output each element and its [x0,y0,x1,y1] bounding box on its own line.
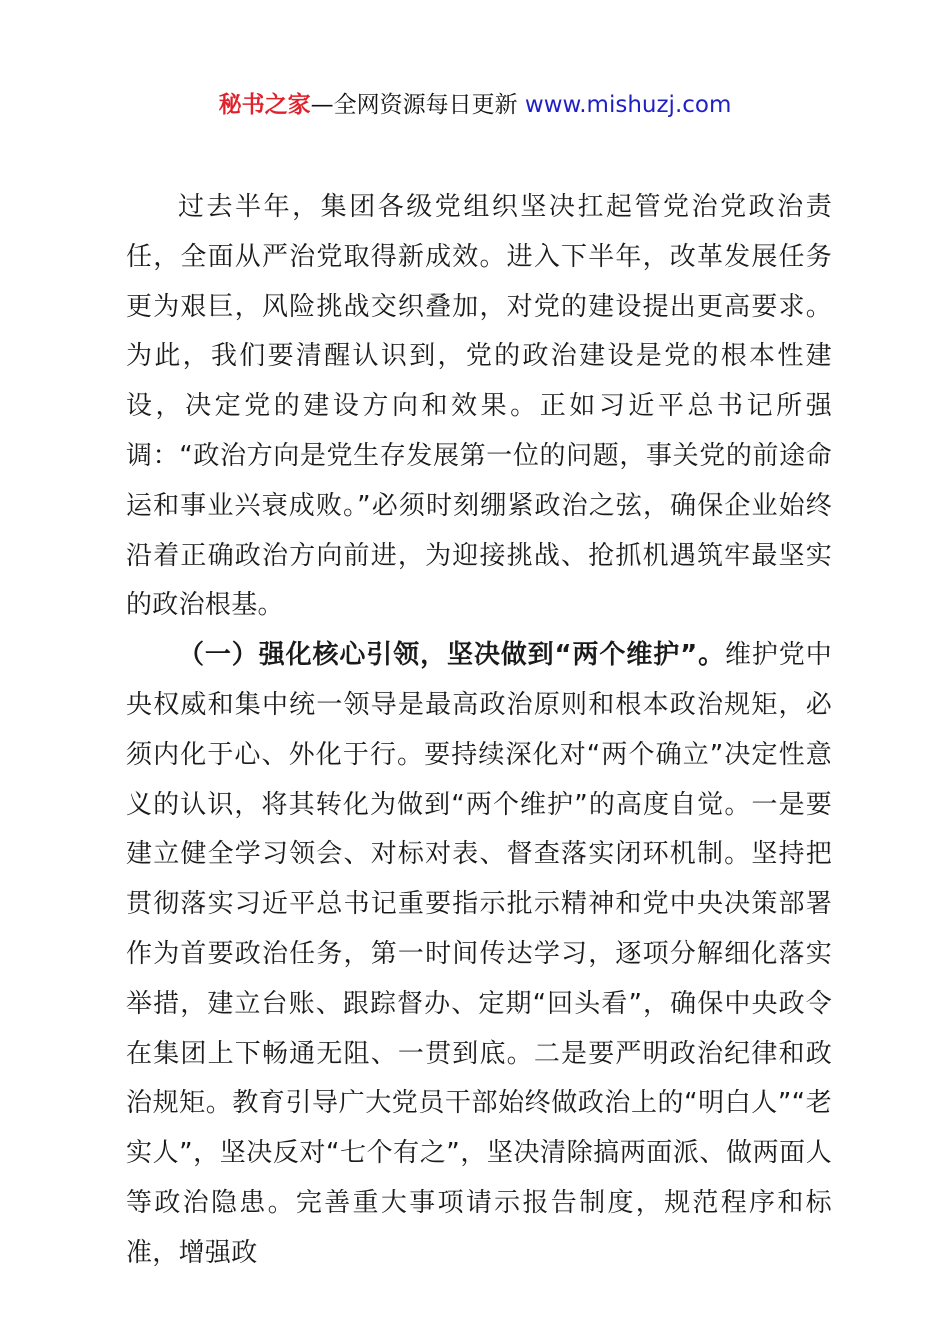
paragraph-section-one [126,631,832,1278]
section-one-heading: （一）强化核心引领，坚决做到“两个维护”。 [178,640,725,671]
section-one-text: 维护党中央权威和集中统一领导是最高政治原则和根本政治规矩，必须内化于心、外化于行。要持续深化对“两个确立”决定性意义的认识，将其转化为做到“两个维护”的高度自觉。一是要建立健全学习领会、对标对表、督查落实闭环机制。坚持把贯彻落实习近平总书记重要指示批示精神和党中央决策部署作为首要政治任务，第一时间传达学习，逐项分解细化落实举措，建立台账、跟踪督办、定期“回头看”，确保中央政令在集团上下畅通无阻、一贯到底。二是要严明政治纪律和政治规矩。教育引导广大党员干部始终做政治上的“明白人”“老实人”，坚决反对“七个有之”，坚决清除搞两面派、做两面人等政治隐患。完善重大事项请示报告制度，规范程序和标准，增强政 [126,640,832,1268]
paragraph-intro-text: 过去半年，集团各级党组织坚决扛起管党治党政治责任，全面从严治党取得新成效。进入下半年，改革发展任务更为艰巨，风险挑战交织叠加，对党的建设提出更高要求。为此，我们要清醒认识到，党的政治建设是党的根本性建设，决定党的建设方向和效果。正如习近平总书记所强调：“政治方向是党生存发展第一位的问题，事关党的前途命运和事业兴衰成败。”必须时刻绷紧政治之弦，确保企业始终沿着正确政治方向前进，为迎接挑战、抢抓机遇筑牢最坚实的政治根基。 [126,192,832,621]
site-url-link[interactable]: www.mishuzj.com [524,92,732,118]
site-header [0,88,950,122]
paragraph-intro [126,183,832,631]
document-body [126,183,832,1279]
site-tagline: —全网资源每日更新 [310,92,525,118]
site-brand: 秘书之家 [218,92,311,118]
